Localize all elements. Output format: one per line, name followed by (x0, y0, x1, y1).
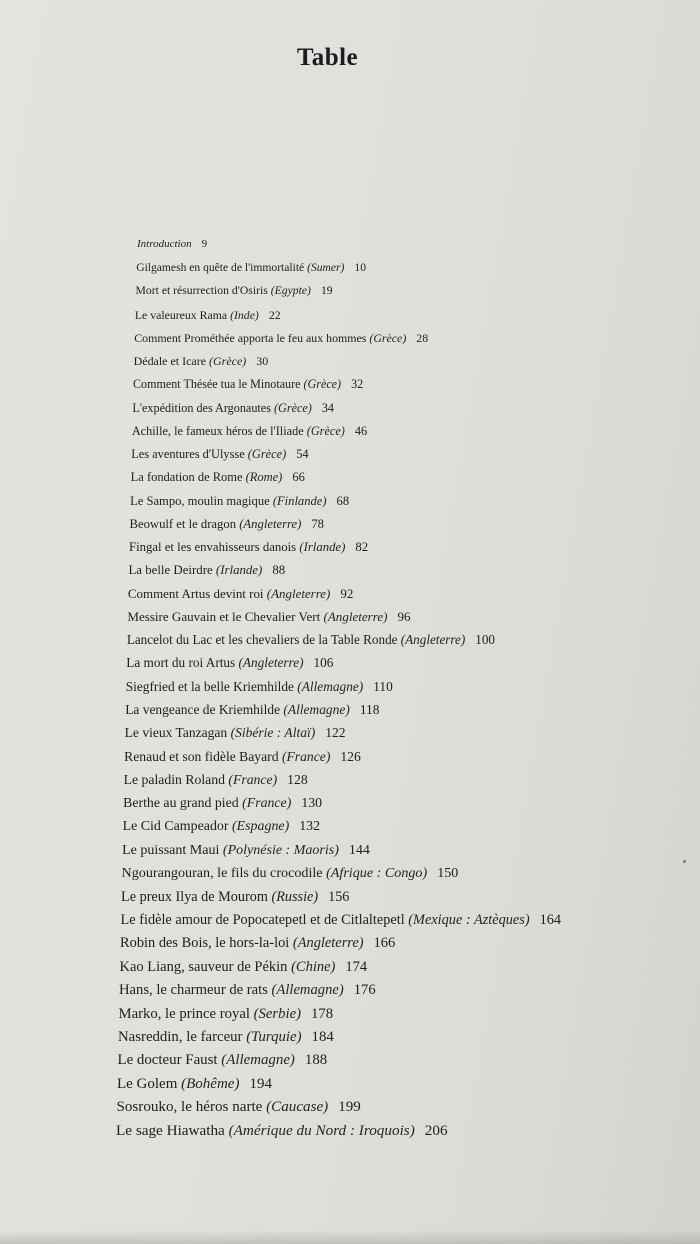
toc-entry-region: (Grèce) (274, 400, 312, 415)
toc-entry-page-number: 9 (201, 238, 208, 250)
toc-entry-region: (Grèce) (209, 354, 247, 369)
toc-entry (122, 841, 370, 861)
toc-entry-title: Dédale et Icare (133, 354, 207, 369)
page-title: Table (296, 44, 359, 71)
toc-entry-title: Sosrouko, le héros narte (116, 1099, 263, 1116)
toc-entry-region: (Polynésie : Maoris) (222, 842, 339, 859)
toc-entry-region: (Chine) (291, 958, 336, 975)
toc-entry (135, 306, 281, 326)
toc-entry-region: (Sibérie : Altaï) (230, 725, 316, 741)
toc-entry (128, 585, 353, 605)
toc-entry (127, 608, 410, 628)
toc-entry-region: (Mexique : Aztèques) (408, 912, 530, 929)
toc-entry-region: (Allemagne) (271, 982, 344, 999)
toc-entry-region: (Egypte) (270, 284, 311, 298)
toc-entry-page-number: 54 (296, 447, 309, 462)
toc-entry-region: (Angleterre) (266, 585, 331, 601)
toc-entry-introduction (137, 235, 207, 255)
toc-entry-region: (Espagne) (232, 818, 290, 834)
toc-entry-page-number: 156 (328, 888, 350, 905)
toc-entry-page-number: 110 (373, 678, 393, 694)
toc-entry-title: Les aventures d'Ulysse (131, 447, 245, 462)
toc-entry-page-number: 28 (416, 330, 429, 345)
paper-speck (683, 860, 686, 863)
toc-entry (132, 399, 334, 419)
toc-entry-title: Messire Gauvain et le Chevalier Vert (127, 608, 321, 624)
toc-entry (132, 422, 367, 442)
toc-entry (129, 538, 368, 558)
toc-entry-page-number: 128 (287, 772, 308, 788)
toc-entry-title: Achille, le fameux héros de l'Iliade (131, 423, 304, 438)
toc-entry (116, 1122, 448, 1142)
toc-entry-region: (Grèce) (303, 377, 342, 392)
toc-entry-title: Introduction (137, 238, 192, 250)
toc-entry-page-number: 188 (304, 1052, 328, 1069)
toc-entry-page-number: 66 (292, 470, 305, 485)
toc-entry-page-number: 122 (325, 725, 346, 741)
toc-entry (117, 1075, 272, 1095)
toc-entry-title: Lancelot du Lac et les chevaliers de la Table Ronde (126, 632, 398, 648)
toc-entry (128, 561, 285, 581)
toc-entry-region: (Allemagne) (221, 1052, 295, 1069)
toc-entry-region: (Turquie) (246, 1029, 302, 1045)
toc-entry-region: (Rome) (245, 470, 283, 485)
toc-entry-page-number: 92 (340, 585, 354, 601)
toc-entry-region: (Bohême) (181, 1075, 240, 1092)
toc-entry-title: Gilgamesh en quête de l'immortalité (136, 261, 305, 275)
toc-entry (117, 1051, 327, 1071)
toc-entry (130, 492, 349, 512)
toc-entry-title: Le Golem (116, 1075, 178, 1092)
toc-entry-region: (Russie) (271, 888, 319, 905)
toc-entry-title: Mort et résurrection d'Osiris (135, 284, 268, 298)
toc-entry (131, 445, 308, 465)
toc-entry (136, 259, 366, 279)
toc-entry-page-number: 46 (354, 423, 368, 438)
toc-entry-page-number: 126 (340, 748, 361, 764)
toc-entry-page-number: 150 (437, 865, 459, 882)
toc-entry-region: (Angleterre) (323, 608, 388, 624)
toc-entry (123, 794, 322, 814)
toc-entry-page-number: 100 (475, 632, 495, 648)
toc-entry (126, 678, 393, 698)
toc-entry (118, 1028, 334, 1048)
toc-entry (127, 631, 495, 651)
toc-entry-title: Le vieux Tanzagan (124, 725, 228, 741)
toc-entry-region: (Serbie) (253, 1005, 302, 1022)
toc-entry-page-number: 19 (320, 284, 333, 298)
toc-entry-region: (Sumer) (307, 261, 345, 275)
toc-entry-page-number: 178 (311, 1005, 334, 1022)
toc-entry (124, 748, 361, 768)
toc-entry-title: La fondation de Rome (130, 470, 243, 485)
toc-entry (134, 352, 269, 372)
toc-entry (130, 515, 324, 535)
toc-entry-page-number: 82 (355, 540, 369, 555)
toc-entry-page-number: 22 (268, 307, 281, 322)
toc-entry-title: Le docteur Faust (117, 1052, 218, 1069)
toc-entry-page-number: 194 (249, 1075, 272, 1092)
toc-entry-page-number: 166 (373, 935, 396, 952)
toc-entry-title: Le sage Hiawatha (116, 1121, 225, 1139)
toc-entry (134, 329, 428, 349)
toc-entry-region: (Grèce) (369, 330, 407, 345)
toc-entry-page-number: 68 (336, 493, 350, 508)
toc-entry-page-number: 199 (338, 1099, 361, 1116)
toc-entry-title: Le preux Ilya de Mourom (121, 888, 268, 905)
toc-entry (120, 958, 368, 978)
toc-entry-region: (France) (228, 772, 278, 788)
toc-entry-page-number: 176 (353, 982, 376, 999)
toc-entry-region: (Angleterre) (238, 655, 304, 671)
toc-entry (120, 934, 395, 954)
toc-entry-title: Fingal et les envahisseurs danois (129, 540, 297, 555)
toc-entry (116, 1098, 360, 1118)
toc-entry-title: Hans, le charmeur de rats (119, 982, 268, 999)
toc-entry (119, 1005, 334, 1025)
toc-entry-title: Nasreddin, le farceur (118, 1029, 243, 1045)
toc-entry-page-number: 132 (299, 818, 321, 834)
toc-entry-page-number: 30 (256, 354, 269, 369)
toc-entry-page-number: 34 (321, 400, 335, 415)
toc-entry-title: Berthe au grand pied (123, 795, 239, 811)
toc-entry-page-number: 130 (301, 795, 323, 811)
toc-entry (124, 771, 308, 791)
toc-entry (126, 654, 333, 674)
toc-entry-region: (Irlande) (299, 540, 346, 555)
toc-entry-title: La belle Deirdre (128, 563, 213, 578)
toc-entry-title: La mort du roi Artus (126, 655, 236, 671)
toc-entry (136, 282, 333, 302)
toc-entry-title: Le Cid Campeador (122, 818, 229, 834)
toc-entry (122, 864, 459, 884)
toc-entry-page-number: 32 (351, 377, 364, 392)
toc-entry-page-number: 174 (345, 958, 368, 975)
toc-entry-title: Siegfried et la belle Kriemhilde (125, 678, 294, 694)
toc-entry-title: Renaud et son fidèle Bayard (124, 748, 279, 764)
toc-entry-region: (Irlande) (215, 563, 263, 578)
toc-entry-region: (Inde) (230, 307, 259, 322)
toc-entry (121, 911, 562, 931)
toc-entry-region: (Allemagne) (283, 702, 350, 718)
toc-entry (133, 375, 363, 395)
toc-entry-page-number: 10 (354, 261, 366, 275)
toc-entry-page-number: 96 (397, 608, 411, 624)
toc-entry-page-number: 184 (311, 1029, 334, 1045)
toc-entry-region: (Amérique du Nord : Iroquois) (228, 1121, 415, 1139)
toc-entry-region: (Caucase) (266, 1099, 329, 1116)
toc-entry-page-number: 144 (348, 842, 370, 859)
toc-entry-region: (Grèce) (306, 423, 345, 438)
toc-entry-title: La vengeance de Kriemhilde (125, 702, 281, 718)
toc-entry-page-number: 88 (272, 563, 286, 578)
toc-entry-title: Le paladin Roland (123, 772, 225, 788)
toc-entry-title: Le fidèle amour de Popocatepetl et de Citlaltepetl (120, 912, 405, 929)
toc-entry-page-number: 78 (311, 516, 324, 531)
toc-entry (121, 888, 349, 908)
toc-entry-region: (France) (281, 748, 331, 764)
toc-entry-title: Robin des Bois, le hors-la-loi (120, 935, 290, 952)
toc-entry (131, 468, 305, 488)
toc-entry-page-number: 164 (539, 912, 562, 929)
toc-entry-title: Le puissant Maui (122, 842, 220, 859)
toc-entry-region: (Angleterre) (400, 632, 466, 648)
toc-entry-title: Beowulf et le dragon (129, 516, 237, 531)
toc-entry-page-number: 118 (359, 702, 380, 718)
toc-entry (119, 981, 376, 1001)
toc-entry-title: Ngourangouran, le fils du crocodile (121, 865, 323, 882)
toc-entry-title: Le Sampo, moulin magique (130, 493, 270, 508)
toc-entry-region: (France) (242, 795, 292, 811)
toc-entry-title: Marko, le prince royal (118, 1005, 250, 1022)
toc-entry-region: (Angleterre) (292, 935, 364, 952)
toc-entry (123, 818, 321, 838)
toc-entry-title: L'expédition des Argonautes (132, 400, 271, 415)
toc-entry-region: (Finlande) (272, 493, 327, 508)
toc-entry-page-number: 106 (313, 655, 334, 671)
toc-entry-title: Le valeureux Rama (134, 307, 228, 322)
toc-entry-region: (Grèce) (247, 447, 287, 462)
toc-entry-region: (Angleterre) (239, 516, 302, 531)
toc-entry-page-number: 206 (424, 1121, 448, 1139)
toc-entry-title: Comment Prométhée apporta le feu aux hommes (134, 330, 367, 345)
toc-entry-title: Comment Thésée tua le Minotaure (133, 377, 301, 392)
toc-entry-region: (Afrique : Congo) (326, 865, 428, 882)
toc-entry (125, 724, 346, 744)
toc-entry-title: Comment Artus devint roi (127, 585, 264, 601)
toc-entry-region: (Allemagne) (297, 678, 364, 694)
toc-entry-title: Kao Liang, sauveur de Pékin (119, 958, 288, 975)
toc-entry (125, 701, 379, 721)
